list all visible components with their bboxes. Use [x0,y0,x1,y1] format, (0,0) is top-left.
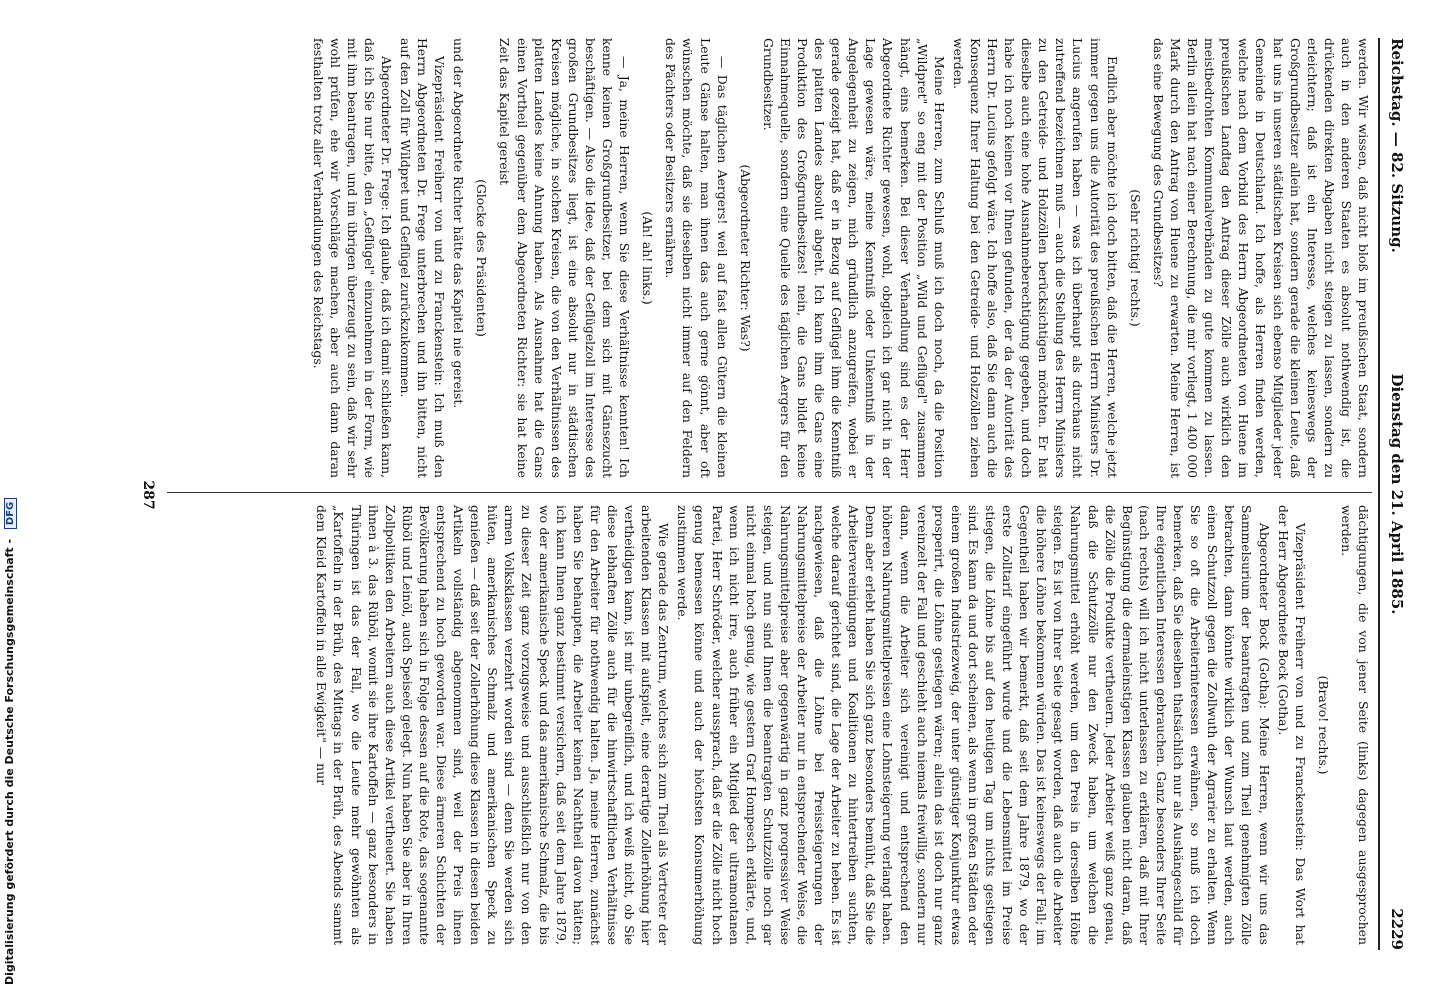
interjection: (Glocke des Präsidenten) [474,179,490,337]
header-date: Dienstag den 21. April 1885. [1388,373,1406,615]
speaker-paragraph: Abgeordneter Dr. Frege: Ich glaube, daß ich damit schließen kann, daß ich Sie nur bitte, den „Geflügel" einzunehmen in der Form, wie mit ihm beantragen, und im übrigen überzeugt zu sein, daß wir sehr wohl prüfen, ehe wir Vorschläge machen, aber auch dann daran festhalten trotz aller Verhandlungen des Reichstags. [310,38,394,478]
interjection: (Abgeordneter Richter: Was?) [737,164,753,352]
paragraph: — Das täglichen Aergers! weil auf fast allen Gütern die kleinen Leute Gänse halten, man ihnen das auch gerne gönnt, aber oft wünschen möchte, daß sie dieselben nicht immer auf den Feldern des Pächters oder Besitzers ernähren. [663,38,730,478]
dfg-logo-icon: DFG [4,498,17,529]
document-page [8,0,1418,990]
interjection: (Sehr richtig! rechts.) [1127,189,1143,327]
header-page-number: 2229 [1388,908,1406,950]
column-divider [167,492,1372,493]
paragraph: und der Abgeordnete Richter hätte das Kapitel nie gereist. [451,38,467,409]
watermark-text: Digitalisierung gefördert durch die Deutsche Forschungsgemeinschaft - [3,538,16,985]
right-column [311,505,1372,945]
speaker-paragraph: Vizepräsident Freiherr von und zu Franckenstein: Das Wort hat der Herr Abgeordnete Bock (Gotha). [1275,505,1308,945]
paragraph: werden. Wir wissen, daß nicht bloß im preußischen Staat, sondern auch in den anderen Staaten es absolut nothwendig ist, die drückenden direkten Abgaben nicht steigen zu lassen, sondern zu erleichtern; daß ist ein Interesse, welches keineswegs der Großgrundbesitzer allein hat, sondern gerade die kleinen Leute, daß hat uns in unseren städtischen Kreisen sich ebenso Mitglieder jeder Gemeinde in Deutschland. Ich hoffe, als Herren finden werden, welche nach dem Vorbild des Herrn Abgeordneten von Huene im preußischen Landtag den Antrag dieser Zölle auch wirklich den meistbedrohten Kommunalverbänden zu gute kommen zu lassen. Berlin allein hat nach einer Berechnung, die mir vorliegt, 1 400 000 Mark durch den Antrag von Huene zu erwarten. Meine Herren, ist das eine Bewegung des Grundbesitzes? [1150,38,1371,478]
page-header [1382,38,1410,950]
paragraph: Meine Herren, zum Schluß muß ich doch noch, da die Position „Wildpret" so eng mit der Position „Wild und Geflügel" zusammen hängt, eins bemerken. Bei dieser Verhandlung sind es der Herr Abgeordnete Richter gewesen, wohl, obgleich ich gar nicht in der Lage gewesen wäre, meine Kenntniß oder Unkenntniß in der Angelegenheit zu zeigen, mich gründlich anzugreifen, wobei er gerade gezeigt hat, daß er in Bezug auf Geflügel ihm die Kenntniß des platten Landes absolut abgeht. Ich kann ihm die Gans eine Produktion des Großgrundbesitzes! nein, die Gans bildet keine Einnahmequelle, sondern eine Quelle des täglichen Aergers für den Grundbesitzer. [760,38,947,478]
interjection: (Ah! ah! links.) [640,211,656,305]
interjection: (Bravo! rechts.) [1315,675,1331,775]
header-rule [1378,38,1380,950]
left-column [307,38,1372,478]
funding-watermark [0,0,20,1000]
paragraph: Endlich aber möchte ich doch bitten, daß die Herren, welche jetzt immer gegen uns die Autorität des preußischen Herrn Ministers Dr. Lucius angerufen haben — was ich überhaupt als durchaus nicht zutreffend bezeichnen muß — auch die Stellung des Herrn Ministers zu den Getreide- und Holzzöllen berücksichtigen möchten. Er hat dieselbe auch eine hohe Ausnahmeberechtigung gegeben, und doch habe ich noch keinen vor Ihnen gefunden, der da der Autorität des Herrn Dr. Lucius gefolgt wäre. Ich hoffe also, daß Sie dann auch die Konsequenz Ihrer Haltung bei den Getreide- und Holzzöllen ziehen werden. [950,38,1120,478]
paragraph: — Ja, meine Herren, wenn Sie diese Verhältnisse kennten! Ich kenne keinen Großgrundbesitzer, bei dem sich mit Gänsezucht beschäftigen. — Also die Idee, daß der Geflügelzoll im Interesse des großen Grundbesitzes liegt, ist eine absolut nur in städtischen Kreisen mögliche, in solchen Kreisen, die von den Verhältnissen des platten Landes keine Ahnung haben. Als Ausnahme hat die Gans einen Vortheil gegenüber dem Abgeordneten Richter: sie hat keine Zeit das Kapitel gereist [497,38,633,478]
header-session: Reichstag. — 82. Sitzung. [1388,38,1406,253]
paragraph: dächtigungen, die von jener Seite (links) dagegen ausgesprochen werden. [1338,505,1371,945]
paragraph: Wie gerade das Zentrum, welches sich zum Theil als Vertreter der arbeitenden Klassen mit aufspielt, eine derartige Zollerhöhung hier vertheidigen kann, ist mir unbegreiflich, und ich weiß nicht, ob Sie diese lebhaften Zölle auch für die hinwirtschaftlichen Verhältnisse für den Arbeiter für nothwendig halten. Ja, meine Herren, zunächst haben Sie behaupten, die Arbeiter keinen Nachtheil davon hätten; ich kann Ihnen ganz bestimmt versichern, daß seit dem Jahre 1879, wo der amerikanische Speck und das amerikanische Schmalz, die bis zu dieser Zeit ganz vorzugsweise und ausschließlich nur von den armen Volksklassen verzehrt worden sind — denn Sie werden sich hüten, amerikanisches Schmalz und amerikanischen Speck zu genießen — daß seit der Zollerhöhung diese Klassen in diesen beiden Artikeln vollständig abgenommen sind, weil der Preis ihnen entsprechend zu hoch geworden war. Diese ärmeren Schichten der Bevölkerung haben sich in Folge dessen auf die Rote, das sogenannte Rüböl und Leinöl, auch Speiseöl gelegt. Nun haben Sie aber in Ihren Zollpolitiken den Arbeitern auch diese Artikel vertheuert. Sie haben ihnen à 3. das Rüböl, womit sie ihre Kartoffeln — ganz besonders in Thüringen ist das der Fall, wo die Leute mehr gewöhnten als „Kartoffeln in der Brüh, des Mittags in der Brüh, des Abends sammt dem Kleid Kartoffeln in alle Ewigkeit" — nur [314,505,672,945]
speaker-paragraph: Abgeordneter Bock (Gotha): Meine Herren, wenn wir uns das Sammelsurium der beantragten und zum Theil genehmigten Zölle betrachten, dann könnte wirklich der Wunsch laut werden, auch einen Schutzzoll gegen die Zollwuth der Agrarier zu erhalten. Wenn Sie so oft die Arbeiterinteressen erwähnen, so muß ich doch bemerken, daß Sie dieselben thatsächlich nur als Aushängeschild für Ihre eigentlichen Interessen gebrauchen. Ganz besonders Ihrer Seite (nach rechts) will ich nicht unterlassen zu erklären, daß mit Ihrer Begünstigung die dermaleinstigen Klassen glauben nicht daran, daß die Zölle die Produkte vertheuern. Jeder Arbeiter weiß ganz genau, daß die Schutzzölle nur den Zweck haben, um welchen die Nahrungsmittel erhöht werden, um den Preis in derselben Höhe steigen. Es ist von Ihrer Seite gesagt worden, daß auch die Arbeiter die höhere Löhne bekommen würden. Das ist keineswegs der Fall; im Gegentheil haben wir bemerkt, daß seit dem Jahre 1879, wo der erste Zolltarif eingeführt wurde und die Lebensmittel im Preise stiegen, die Löhne bis auf den heutigen Tag um nichts gestiegen sind. Es kann da und dort scheinen, als wenn in großen Städten oder einem großen Industriezweig, der unter günstiger Konjunktur etwas prosperirt, die Löhne gestiegen wären; allein das ist doch nur ganz vereinzelt der Fall und geschieht auch niemals freiwillig, sondern nur dann, wenn die Arbeiter sich vereinigt und entsprechend den höheren Nahrungsmittelpreisen eine Lohnsteigerung verlangt haben. Denn aber erlebt haben Sie sich ganz besonders bemüht, daß Sie die Arbeitervereinigungen und Koalitionen zu hintertreiben suchten, welche darauf gerichtet sind, die Lage der Arbeiter zu heben. Es ist nachgewiesen, daß die Löhne bei Preissteigerungen der Nahrungsmittelpreise der Arbeiter nur in entsprechender Weise, die Nahrungsmittelpreise aber gegenwärtig in ganz progressiver Weise steigen, und nun sind Ihnen die beantragten Schutzzölle noch gar nicht einmal hoch genug, wie gestern Graf Hompesch erklärte, und, wenn ich nicht irre, auch früher ein Mitglied der ultramontanen Partei, Herr Schröder, welcher aussprach, daß er die Zölle nicht hoch genug bemessen könne und auch der höchsten Konsumerhöhung zustimmen werde. [675,505,1272,945]
speaker-paragraph: Vizepräsident Freiherr von und zu Franckenstein: Ich muß den Herrn Abgeordneten Dr. Frege unterbrechen und ihn bitten, nicht auf den Zoll für Wildpret und Geflügel zurückzukommen. [398,38,448,478]
page-footer-number: 287 [140,480,156,510]
